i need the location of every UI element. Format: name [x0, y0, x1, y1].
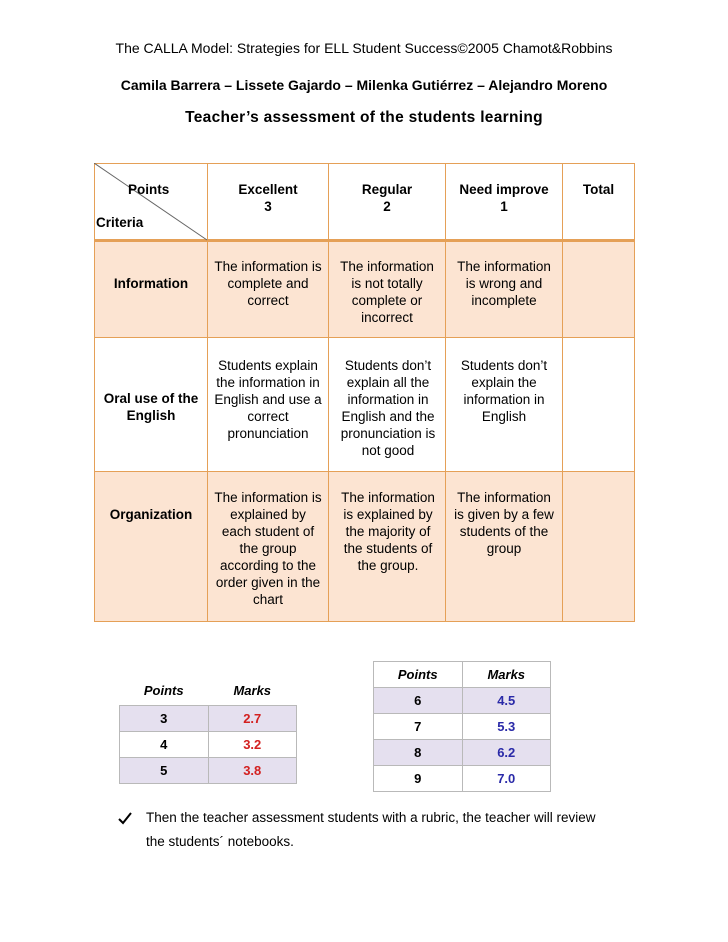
document-header-line: The CALLA Model: Strategies for ELL Student Success©2005 Chamot&Robbins — [115, 40, 613, 56]
table-row: 4 3.2 — [120, 731, 297, 757]
criterion-oral-english: Oral use of the English — [103, 391, 199, 423]
note-line-2: the students´ notebooks. — [146, 834, 294, 849]
corner-points-label: Points — [128, 182, 170, 197]
table-row: 8 6.2 — [374, 740, 551, 766]
note-paragraph — [118, 806, 648, 854]
header-excellent: Excellent 3 — [238, 182, 298, 214]
cell-information-need-improve: The information is wrong and incomplete — [457, 259, 551, 308]
column-separator — [445, 163, 446, 622]
marks-table-left — [119, 677, 297, 784]
table-row: 7 5.3 — [374, 714, 551, 740]
cell-organization-need-improve: The information is given by a few students of the group — [454, 490, 554, 556]
rubric-table — [94, 163, 635, 622]
note-line-1: Then the teacher assessment students with a rubric, the teacher will review — [146, 810, 596, 825]
criterion-organization: Organization — [109, 507, 193, 522]
header-need-improve: Need improve 1 — [459, 182, 549, 214]
table-row: 3 2.7 — [120, 705, 297, 731]
table-border-bottom — [94, 621, 635, 622]
row-separator — [94, 337, 635, 338]
table-border-right — [634, 163, 635, 622]
checkmark-icon — [118, 806, 132, 838]
header-regular: Regular 2 — [361, 182, 413, 214]
header-total: Total — [582, 182, 615, 197]
authors-line: Camila Barrera – Lissete Gajardo – Milenka Gutiérrez – Alejandro Moreno — [120, 77, 608, 93]
marks-right-header-marks: Marks — [462, 662, 551, 688]
cell-oral-need-improve: Students don’t explain the information in English — [460, 358, 548, 424]
table-row: 5 3.8 — [120, 757, 297, 783]
cell-information-regular: The information is not totally complete or incorrect — [340, 259, 434, 325]
column-separator — [562, 163, 563, 622]
corner-criteria-label: Criteria — [96, 215, 144, 230]
row-separator — [94, 471, 635, 472]
marks-left-header-points: Points — [143, 683, 184, 699]
table-row: 9 7.0 — [374, 766, 551, 792]
marks-table-right — [373, 661, 551, 792]
marks-left-header-marks: Marks — [233, 683, 272, 699]
document-title: Teacher’s assessment of the students learning — [185, 109, 543, 126]
cell-organization-regular: The information is explained by the majority of the students of the group. — [341, 490, 435, 573]
cell-oral-regular: Students don’t explain all the information in English and the pronunciation is not good — [340, 358, 436, 458]
criterion-information: Information — [113, 276, 189, 291]
marks-right-header-points: Points — [374, 662, 463, 688]
cell-information-excellent: The information is complete and correct — [214, 259, 322, 308]
cell-organization-excellent: The information is explained by each student of the group according to the order given in the chart — [214, 490, 322, 607]
cell-oral-excellent: Students explain the information in English and use a correct pronunciation — [214, 358, 322, 441]
column-separator — [328, 163, 329, 622]
table-row: 6 4.5 — [374, 688, 551, 714]
